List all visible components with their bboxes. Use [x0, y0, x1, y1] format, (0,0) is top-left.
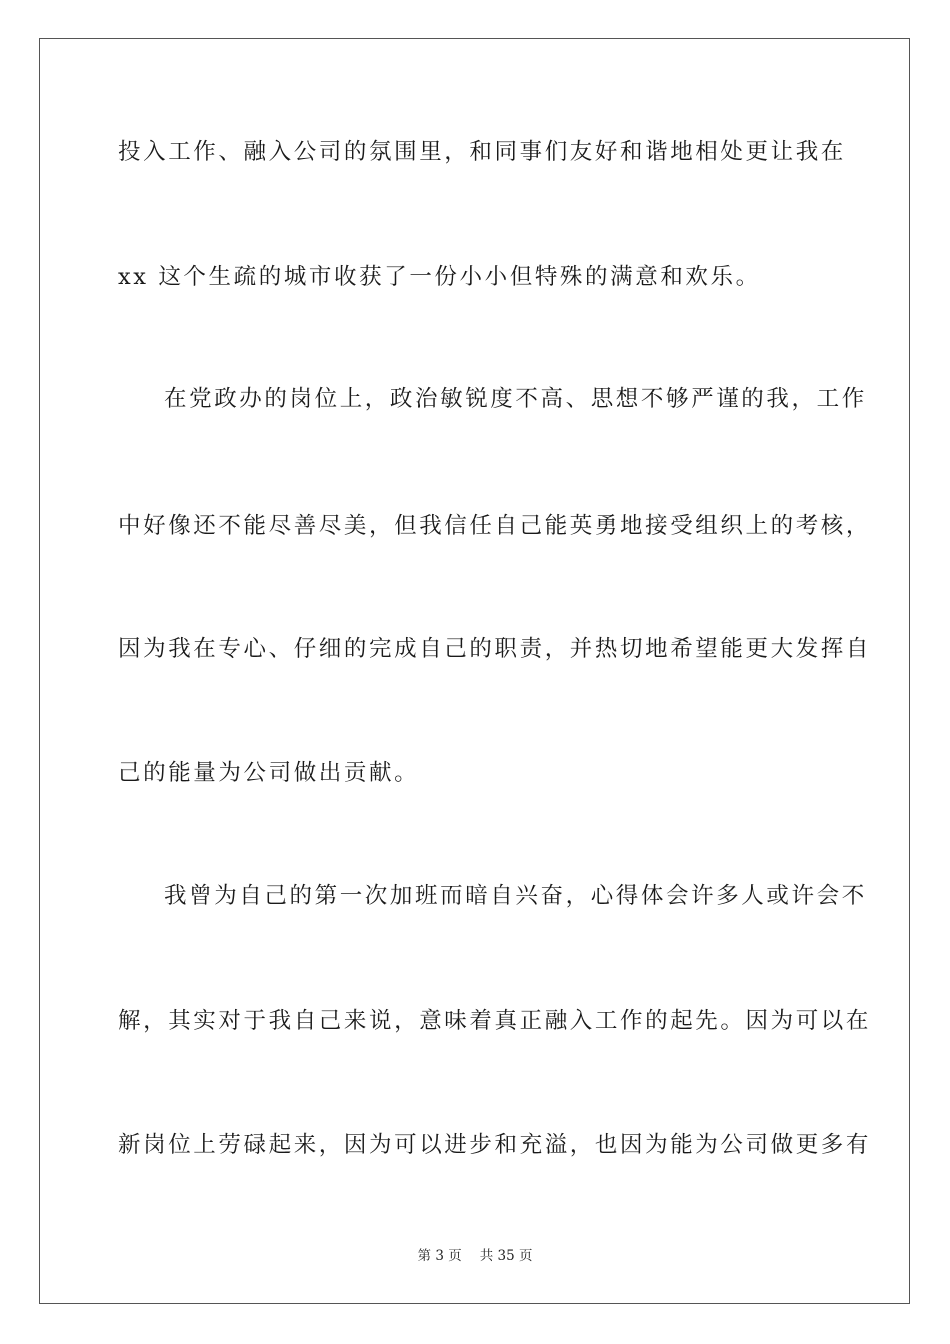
paragraph-1-line-2: xx 这个生疏的城市收获了一份小小但特殊的满意和欢乐。: [118, 264, 761, 290]
paragraph-2-line-2: 中好像还不能尽善尽美，但我信任自己能英勇地接受组织上的考核，: [118, 513, 872, 539]
paragraph-1-line-1: 投入工作、融入公司的氛围里，和同事们友好和谐地相处更让我在: [118, 139, 846, 165]
total-page-count: 共 35 页: [479, 1248, 533, 1264]
current-page-number: 第 3 页: [417, 1248, 462, 1264]
page-footer: [0, 1247, 950, 1265]
page-border: [39, 38, 910, 1304]
paragraph-3-line-3: 新岗位上劳碌起来，因为可以进步和充溢，也因为能为公司做更多有: [118, 1132, 872, 1158]
paragraph-2-line-1: 在党政办的岗位上，政治敏锐度不高、思想不够严谨的我，工作: [164, 386, 867, 412]
paragraph-2-line-4: 己的能量为公司做出贡献。: [118, 760, 420, 786]
paragraph-2-line-3: 因为我在专心、仔细的完成自己的职责，并热切地希望能更大发挥自: [118, 636, 872, 662]
paragraph-3-line-2: 解，其实对于我自己来说，意味着真正融入工作的起先。因为可以在: [118, 1008, 872, 1034]
paragraph-3-line-1: 我曾为自己的第一次加班而暗自兴奋，心得体会许多人或许会不: [164, 883, 867, 909]
